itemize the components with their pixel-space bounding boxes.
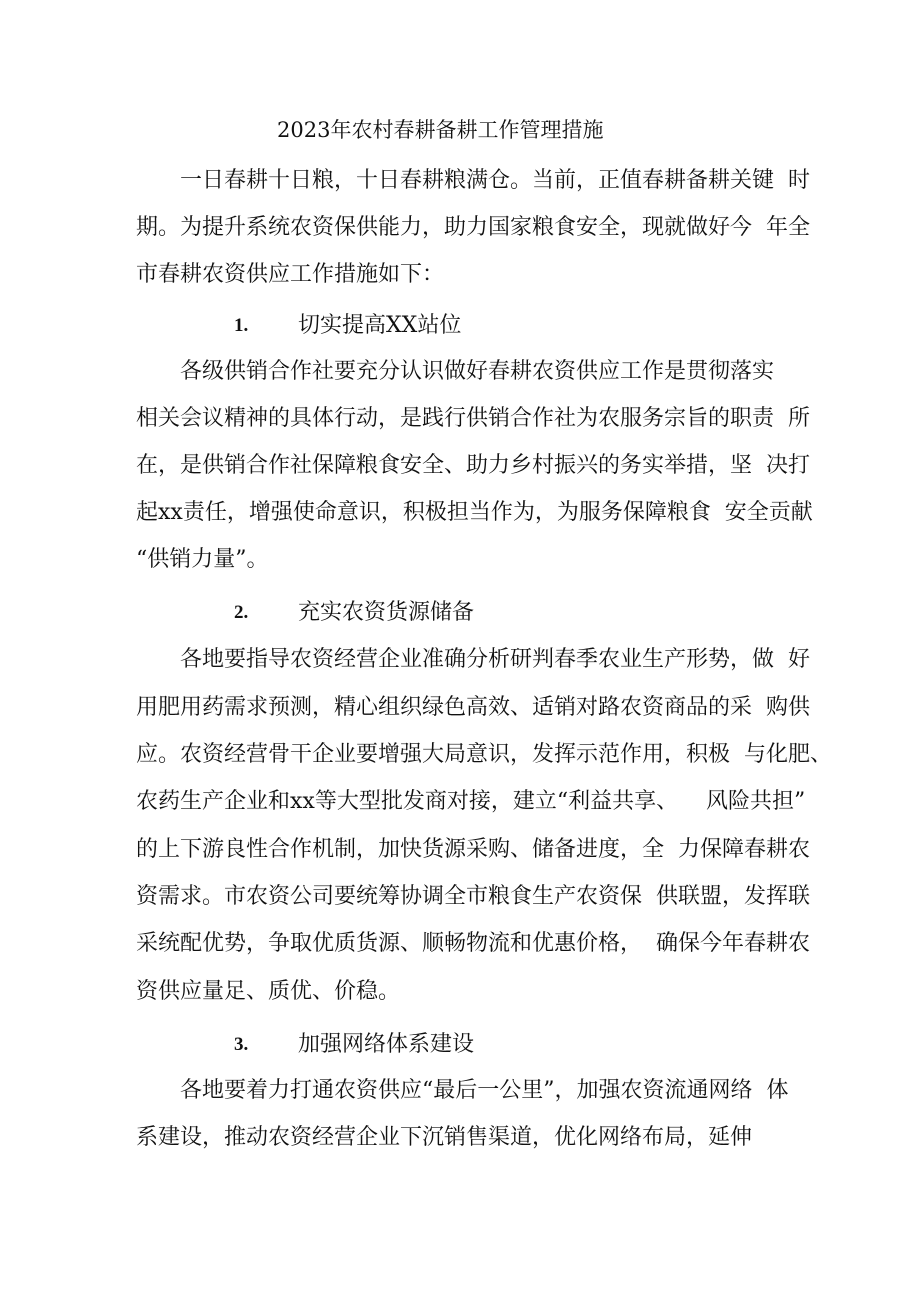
intro-line: 期。为提升系统农资保供能力，助力国家粮食安全，现就做好今 年全 — [136, 215, 810, 240]
paragraph-line: 各地要着力打通农资供应“最后一公里”，加强农资流通网络 体 — [180, 1078, 789, 1103]
section-number: 3. — [234, 1034, 249, 1055]
paragraph-line: 系建设，推动农资经营企业下沉销售渠道，优化网络布局，延伸 — [136, 1125, 753, 1150]
paragraph-line: 采统配优势，争取优质货源、顺畅物流和优惠价格， 确保今年春耕农 — [136, 931, 810, 956]
paragraph-line: 资需求。市农资公司要统筹协调全市粮食生产农资保 供联盟，发挥联 — [136, 884, 810, 909]
paragraph-line: 的上下游良性合作机制，加快货源采购、储备进度，全 力保障春耕农 — [136, 837, 810, 862]
section-heading: 充实农资货源储备 — [298, 600, 475, 625]
paragraph-line: 农药生产企业和xx等大型批发商对接，建立“利益共享、 风险共担” — [136, 789, 806, 814]
paragraph-line: 各级供销合作社要充分认识做好春耕农资供应工作是贯彻落实 — [180, 359, 775, 384]
section-number: 2. — [234, 602, 249, 623]
intro-line: 市春耕农资供应工作措施如下： — [136, 262, 445, 287]
section-number: 1. — [234, 315, 249, 336]
paragraph-line: 应。农资经营骨干企业要增强大局意识，发挥示范作用，积极 与化肥、 — [136, 742, 832, 767]
paragraph-line: 在，是供销合作社保障粮食安全、助力乡村振兴的务实举措，坚 决打 — [136, 453, 810, 478]
paragraph-line: 各地要指导农资经营企业准确分析研判春季农业生产形势，做 好 — [180, 647, 810, 672]
paragraph-line: “供销力量”。 — [136, 547, 269, 572]
paragraph-line: 起xx责任，增强使命意识，积极担当作为，为服务保障粮食 安全贡献 — [136, 500, 813, 525]
section-heading: 加强网络体系建设 — [298, 1032, 475, 1057]
document-title: 2023年农村春耕备耕工作管理措施 — [277, 118, 604, 142]
section-heading: 切实提高XX站位 — [298, 313, 462, 338]
intro-line: 一日春耕十日粮，十日春耕粮满仓。当前，正值春耕备耕关键 时 — [180, 168, 810, 193]
paragraph-line: 用肥用药需求预测，精心组织绿色高效、适销对路农资商品的采 购供 — [136, 695, 810, 720]
paragraph-line: 资供应量足、质优、价稳。 — [136, 979, 401, 1004]
paragraph-line: 相关会议精神的具体行动，是践行供销合作社为农服务宗旨的职责 所 — [136, 406, 810, 431]
